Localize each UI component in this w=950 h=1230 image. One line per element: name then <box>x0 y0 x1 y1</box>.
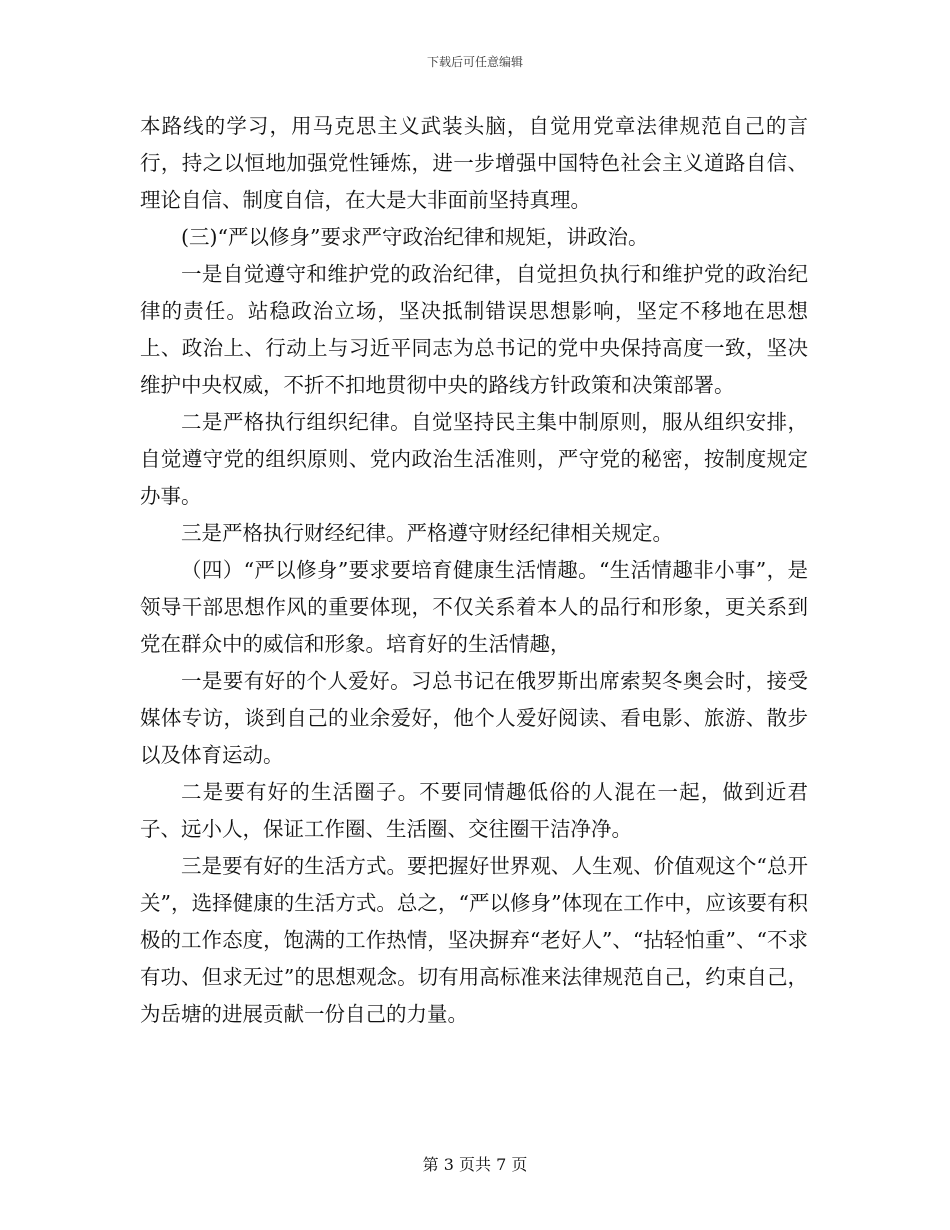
paragraph-social-circle: 二是要有好的生活圈子。不要同情趣低俗的人混在一起，做到近君子、远小人，保证工作圈、生活圈、交往圈干洁净净。 <box>140 780 808 841</box>
paragraph-financial-discipline: 三是严格执行财经纪律。严格遵守财经纪律相关规定。 <box>181 521 673 545</box>
paragraph-organizational-discipline: 二是严格执行组织纪律。自觉坚持民主集中制原则，服从组织安排，自觉遵守党的组织原则、党内政治生活准则，严守党的秘密，按制度规定办事。 <box>140 410 808 508</box>
paragraph-continuation: 本路线的学习，用马克思主义武装头脑，自觉用党章法律规范自己的言行，持之以恒地加强党性锤炼，进一步增强中国特色社会主义道路自信、理论自信、制度自信，在大是大非面前坚持真理。 <box>140 114 808 212</box>
paragraph-personal-hobbies: 一是要有好的个人爱好。习总书记在俄罗斯出席索契冬奥会时，接受媒体专访，谈到自己的业余爱好，他个人爱好阅读、看电影、旅游、散步以及体育运动。 <box>140 669 808 767</box>
page-number: 第 3 页共 7 页 <box>422 1155 528 1174</box>
section-heading-three: (三)“严以修身”要求严守政治纪律和规矩，讲政治。 <box>181 225 649 249</box>
page-header: 下载后可任意编辑 <box>426 55 523 69</box>
paragraph-lifestyle: 三是要有好的生活方式。要把握好世界观、人生观、价值观这个“总开关”，选择健康的生活方式。总之，“严以修身”体现在工作中，应该要有积极的工作态度，饱满的工作热情，坚决摒弃“老好人”、“拈轻怕重”、“不求有功、但求无过”的思想观念。切有用高标准来法律规范自己，约束自己，为岳塘的进展贡献一份自己的力量。 <box>140 854 808 1026</box>
document-body <box>140 108 808 1033</box>
paragraph-political-discipline: 一是自觉遵守和维护党的政治纪律，自觉担负执行和维护党的政治纪律的责任。站稳政治立场，坚决抵制错误思想影响，坚定不移地在思想上、政治上、行动上与习近平同志为总书记的党中央保持高度一致，坚决维护中央权威，不折不扣地贯彻中央的路线方针政策和决策部署。 <box>140 262 808 397</box>
section-heading-four: （四）“严以修身”要求要培育健康生活情趣。“生活情趣非小事”，是领导干部思想作风的重要体现，不仅关系着本人的品行和形象，更关系到党在群众中的威信和形象。培育好的生活情趣， <box>140 558 808 656</box>
